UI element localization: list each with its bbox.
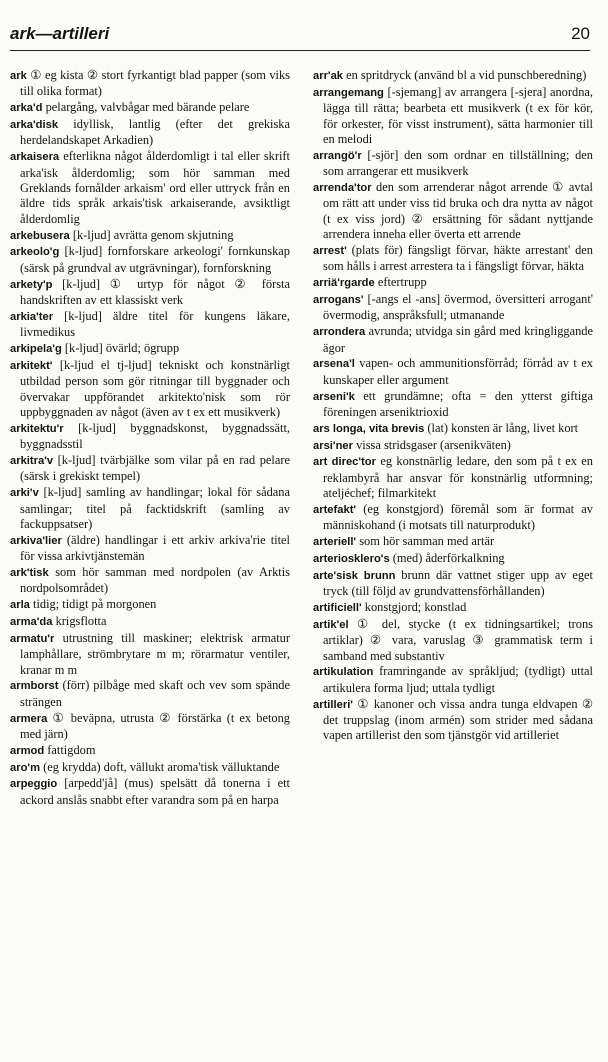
- definition: (eg konstgjord) föremål som är format av människohand (i motsats till naturprodukt): [323, 502, 593, 533]
- definition: brunn där vattnet stiger upp av eget tryck (till följd av grundvattensförhållanden): [323, 567, 593, 599]
- definition: (med) åderförkalkning: [389, 551, 505, 566]
- definition: (lat) konsten är lång, livet kort: [424, 420, 579, 435]
- dictionary-entry: [10, 100, 290, 116]
- headword: arma'da: [10, 616, 53, 629]
- headword: arsi'ner: [313, 439, 353, 452]
- dictionary-entry: [313, 600, 593, 616]
- headword: arrest': [313, 245, 347, 258]
- definition: utrustning till maskiner; elektrisk armatur lamphållare, strömbrytare m m; rörarmatur ventiler, kranar m m: [20, 630, 290, 677]
- headword: arrogans': [313, 294, 364, 307]
- headword: arkia'ter: [10, 310, 54, 323]
- definition: konstgjord; konstlad: [361, 600, 467, 615]
- headword: arka'disk: [10, 119, 59, 131]
- dictionary-entry: [10, 485, 290, 532]
- headword: arrangemang: [313, 86, 384, 99]
- headword: arkeolo'g: [10, 246, 60, 259]
- headword: arriä'rgarde: [313, 277, 375, 290]
- definition: [-sjemang] av arrangera [-sjera] anordna, lägga till rätta; bearbeta ett musikverk (t ex för kör, för orkester, för visst instrument), sätta harmonier till en melodi: [323, 84, 593, 147]
- headword: arteriell': [313, 536, 357, 549]
- headword: arkebusera: [10, 229, 70, 242]
- dictionary-entry: [10, 453, 290, 485]
- definition: som hör samman med artär: [356, 534, 495, 549]
- headword: arr'ak: [313, 70, 344, 82]
- definition: ett grundämne; ofta = den ytterst giftiga föreningen arseniktrioxid: [323, 388, 593, 420]
- definition: (plats för) fängsligt förvar, häkte arrestant' den som hålls i arrest arrestera ta i fängsligt förvar, häkta: [323, 243, 593, 274]
- page-header: [10, 22, 590, 52]
- dictionary-entry: [313, 454, 593, 501]
- running-head: ark—artilleri: [10, 24, 110, 43]
- headword: art direc'tor: [313, 456, 376, 469]
- dictionary-entry: [313, 568, 593, 600]
- definition: [k-ljud] samling av handlingar; lokal för sådana samlingar; titel på facktidskrift (samling av fackuppsatser): [20, 485, 290, 532]
- dictionary-entry: [10, 309, 290, 341]
- dictionary-entry: [313, 148, 593, 180]
- dictionary-entry: [313, 275, 593, 291]
- headword: arrenda'tor: [313, 182, 372, 195]
- dictionary-entry: [10, 565, 290, 597]
- headword: arte'sisk brunn: [313, 569, 396, 582]
- definition: vapen- och ammunitionsförråd; förråd av t ex kunskaper eller argument: [323, 356, 593, 387]
- headword: artik'el: [313, 618, 349, 631]
- definition: efterlikna något ålderdomligt i tal eller skrift arka'isk ålderdomlig; som hör samman med Greklands fornålder arkaism' ord eller uttryck från en äldre tids språk arkais'tisk arkaiserande, avsiktligt ålderdomlig: [20, 149, 290, 226]
- headword: arkitekt': [10, 359, 53, 372]
- dictionary-entry: [10, 614, 290, 630]
- headword: arkipela'g: [10, 343, 62, 356]
- definition: tidig; tidigt på morgonen: [29, 597, 157, 612]
- definition: (äldre) handlingar i ett arkiv arkiva'rie titel för vissa arkivtjänstemän: [20, 532, 290, 564]
- dictionary-entry: [10, 678, 290, 710]
- dictionary-entry: [10, 244, 290, 276]
- dictionary-entry: [313, 551, 593, 567]
- headword: arki'v: [10, 487, 39, 500]
- definition: framringande av språkljud; (tydligt) uttal artikulera forma ljud; uttala tydligt: [323, 664, 593, 695]
- dictionary-entry: [313, 389, 593, 421]
- dictionary-entry: [10, 358, 290, 421]
- definition: [-sjör] den som ordnar en tillställning; den som arrangerar ett musikverk: [323, 147, 593, 179]
- dictionary-entry: [10, 149, 290, 227]
- definition: ① kanoner och vissa andra tunga eldvapen ② det truppslag (inom armén) som strider med sådana vapen artillerist den som tjänstgör vid artilleriet: [323, 696, 593, 743]
- dictionary-entry: [313, 68, 593, 84]
- headword: arla: [10, 599, 30, 612]
- dictionary-entry: [313, 421, 593, 437]
- definition: [k-ljud el tj-ljud] tekniskt och konstnärligt utbildad person som gör ritningar till byggnader och övervakar uppförandet arkitekto'nisk som rör uppbyggnaden av något (även av t ex ett musikverk): [20, 357, 290, 420]
- headword: armborst: [10, 680, 59, 693]
- dictionary-entry: [10, 421, 290, 453]
- dictionary-entry: [313, 534, 593, 550]
- definition: [k-ljud] avrätta genom skjutning: [69, 227, 234, 242]
- definition: [k-ljud] äldre titel för kungens läkare, livmedikus: [20, 308, 290, 340]
- headword: artilleri': [313, 698, 353, 711]
- headword: arka'd: [10, 102, 43, 115]
- dictionary-entry: [313, 243, 593, 275]
- headword: ars longa, vita brevis: [313, 422, 425, 435]
- headword: arkety'p: [10, 278, 53, 291]
- dictionary-entry: [313, 324, 593, 356]
- dictionary-entry: [10, 743, 290, 759]
- dictionary-entry: [10, 631, 290, 678]
- definition: eftertrupp: [374, 275, 427, 290]
- right-column: [313, 68, 593, 744]
- headword: arteriosklero's: [313, 553, 390, 566]
- definition: ① beväpna, utrusta ② förstärka (t ex betong med järn): [20, 710, 290, 742]
- headword: arrondera: [313, 326, 366, 339]
- headword: ark'tisk: [10, 567, 49, 580]
- definition: [arpedd'jå] (mus) spelsätt då tonerna i ett ackord anslås snabbt efter varandra som på en harpa: [20, 776, 290, 807]
- page-number: 20: [571, 24, 590, 43]
- headword: artificiell': [313, 602, 362, 615]
- definition: ① eg kista ② stort fyrkantigt blad papper (som viks till olika format): [20, 68, 290, 99]
- definition: [k-ljud] fornforskare arkeologi' fornkunskap (särsk på grundval av utgrävningar), fornforskning: [20, 244, 290, 275]
- definition: fattigdom: [44, 742, 96, 757]
- dictionary-entry: [10, 68, 290, 100]
- definition: [k-ljud] övärld; ögrupp: [61, 341, 180, 356]
- definition: (eg krydda) doft, vällukt aroma'tisk välluktande: [40, 759, 280, 774]
- headword: arkitra'v: [10, 455, 54, 468]
- dictionary-entry: [313, 617, 593, 664]
- dictionary-entry: [10, 341, 290, 357]
- headword: armatu'r: [10, 632, 55, 645]
- definition: som hör samman med nordpolen (av Arktis nordpolsområdet): [20, 565, 290, 596]
- dictionary-entry: [10, 776, 290, 808]
- definition: eg konstnärlig ledare, den som på t ex en reklambyrå har ansvar för konstnärlig utformning; ateljéchef; filmarkitekt: [323, 454, 593, 501]
- dictionary-entry: [10, 117, 290, 149]
- header-rule: [10, 50, 590, 51]
- definition: krigsflotta: [52, 614, 107, 629]
- definition: [-angs el -ans] övermod, översitteri arrogant' övermodig, anspråksfull; utmanande: [323, 292, 593, 323]
- dictionary-entry: [10, 760, 290, 776]
- dictionary-entry: [313, 356, 593, 388]
- definition: [k-ljud] ① urtyp för något ② första handskriften av ett klassiskt verk: [20, 276, 290, 308]
- headword: arseni'k: [313, 390, 355, 403]
- definition: [k-ljud] tvärbjälke som vilar på en rad pelare (särsk i grekiskt tempel): [20, 453, 290, 484]
- dictionary-entry: [313, 697, 593, 744]
- headword: aro'm: [10, 761, 41, 774]
- headword: arkaisera: [10, 151, 60, 164]
- definition: [k-ljud] byggnadskonst, byggnadssätt, byggnadsstil: [20, 420, 290, 452]
- dictionary-entry: [10, 711, 290, 743]
- dictionary-entry: [313, 664, 593, 696]
- headword: arrangö'r: [313, 149, 362, 162]
- definition: en spritdryck (använd bl a vid punschberedning): [343, 68, 587, 82]
- dictionary-entry: [313, 292, 593, 324]
- definition: den som arrenderar något arrende ① avtal om rätt att under viss tid bruka och dra nytta av något (t ex viss jord) ② ersättning för sådant nyttjande arrendera inneha eller överta ett arrende: [323, 180, 593, 242]
- dictionary-entry: [313, 85, 593, 148]
- headword: arkiva'lier: [10, 534, 62, 547]
- dictionary-entry: [313, 180, 593, 243]
- headword: ark: [10, 70, 27, 82]
- dictionary-entry: [10, 533, 290, 565]
- dictionary-entry: [10, 228, 290, 244]
- headword: arpeggio: [10, 778, 58, 791]
- headword: artikulation: [313, 666, 374, 679]
- definition: avrunda; utvidga sin gård med kringliggande ägor: [323, 324, 593, 355]
- definition: vissa stridsgaser (arsenikväten): [352, 437, 511, 452]
- definition: (förr) pilbåge med skaft och vev som spände strängen: [20, 678, 290, 709]
- definition: ① del, stycke (t ex tidningsartikel; trons artiklar) ② vara, varuslag ③ grammatisk term i samband med substantiv: [323, 616, 593, 663]
- dictionary-entry: [10, 277, 290, 309]
- dictionary-entry: [10, 597, 290, 613]
- left-column: [10, 68, 290, 809]
- headword: armera: [10, 712, 48, 725]
- dictionary-entry: [313, 438, 593, 454]
- headword: arsena'l: [313, 358, 355, 371]
- definition: idyllisk, lantlig (efter det grekiska herdelandskapet Arkadien): [20, 117, 290, 148]
- headword: armod: [10, 744, 45, 757]
- headword: artefakt': [313, 504, 357, 517]
- dictionary-entry: [313, 502, 593, 534]
- definition: pelargång, valvbågar med bärande pelare: [42, 100, 250, 115]
- headword: arkitektu'r: [10, 422, 64, 435]
